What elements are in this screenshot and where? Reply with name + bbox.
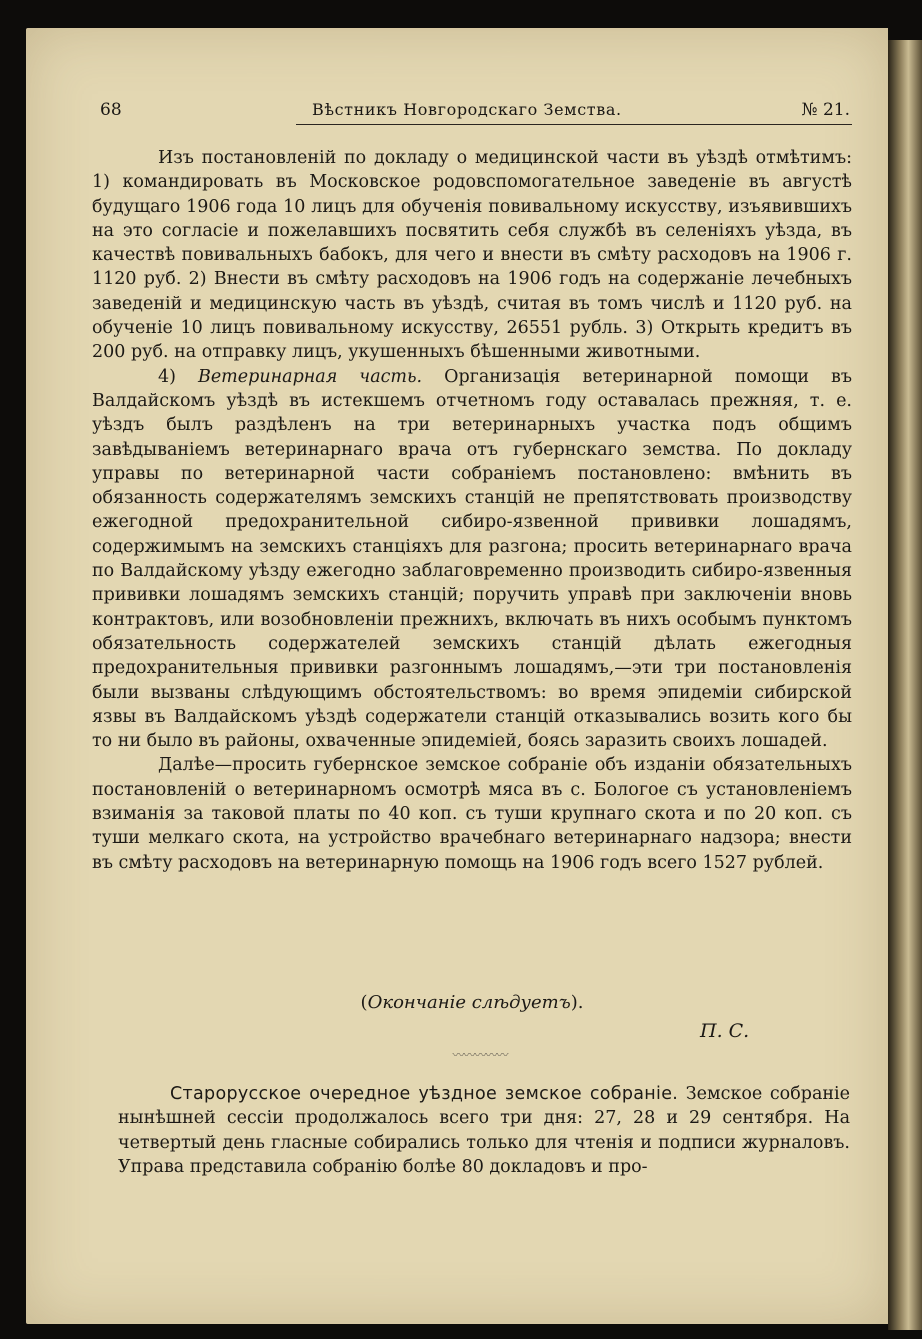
issue-number: № 21.	[801, 100, 850, 120]
section-heading-staraya-russa: Старорусское очередное уѣздное земское собраніе.	[170, 1084, 679, 1104]
paragraph-veterinary	[92, 365, 852, 754]
paragraph-veterinary-text: Организація ветеринарной помощи въ Валдайскомъ уѣздѣ въ истекшемъ отчетномъ году оставалась прежняя, т. е. уѣздъ былъ раздѣленъ на три ветеринарныхъ участка подъ общимъ завѣдываніемъ ветеринарнаго врача отъ губернскаго земства. По докладу управы по ветеринарной части собраніемъ постановлено: вмѣнить въ обязанность содержателямъ земскихъ станцій не препятствовать производству ежегодной предохранительной сибиро-язвенной прививки лошадямъ, содержимымъ на земскихъ станціяхъ для разгона; просить ветеринарнаго врача по Валдайскому уѣзду ежегодно заблаговременно производить сибиро-язвенныя прививки лошадямъ земскихъ станцій; поручить управѣ при заключеніи вновь контрактовъ, или возобновленіи прежнихъ, включать въ нихъ особымъ пунктомъ обязательность содержателей земскихъ станцій дѣлать ежегодныя предохранительныя прививки разгоннымъ лошадямъ,—эти три постановленія были вызваны слѣдующимъ обстоятельствомъ: во время эпидеміи сибирской язвы въ Валдайскомъ уѣздѣ содержатели станцій отказывались возить кого бы то ни было въ районы, охваченные эпидеміей, боясь заразить своихъ лошадей.	[92, 366, 852, 752]
running-header	[100, 98, 852, 126]
staraya-russa-section	[118, 1082, 850, 1179]
page-fold-edge	[888, 40, 922, 1330]
section-heading-veterinary: Ветеринарная часть.	[197, 366, 423, 387]
section-number: 4)	[158, 366, 176, 387]
paragraph-medical: Изъ постановленій по докладу о медицинской части въ уѣздѣ отмѣтимъ: 1) командировать въ Московское родовспомогательное заведеніе въ августѣ будущаго 1906 года 10 лицъ для обученія повивальному искусству, изъявившихъ на это согласіе и пожелавшихъ посвятить себя службѣ въ селеніяхъ уѣзда, въ качествѣ повивальныхъ бабокъ, для чего и внести въ смѣту расходовъ на 1906 г. 1120 руб. 2) Внести въ смѣту расходовъ на 1906 годъ на содержаніе лечебныхъ заведеній и медицинскую часть въ уѣздѣ, считая въ томъ числѣ и 1120 руб. на обученіе 10 лицъ повивальному искусству, 26551 рубль. 3) Открыть кредитъ въ 200 руб. на отправку лицъ, укушенныхъ бѣшенными животными.	[92, 148, 852, 363]
continuation-text: Окончаніе слѣдуетъ	[367, 992, 571, 1013]
paragraph-staraya-russa	[118, 1082, 850, 1179]
article-body	[92, 146, 852, 875]
continuation-note: (Окончаніе слѣдуетъ).	[360, 992, 584, 1013]
page-number: 68	[100, 100, 122, 120]
header-rule	[296, 124, 852, 125]
section-divider-ornament: 〰〰〰〰〰	[452, 1048, 508, 1062]
running-title: Вѣстникъ Новгородскаго Земства.	[312, 100, 622, 119]
paragraph-further: Далѣе—просить губернское земское собраніе объ изданіи обязательныхъ постановленій о ветеринарномъ осмотрѣ мяса въ с. Бологое съ установленіемъ взиманія за таковой платы по 40 коп. съ туши крупнаго скота и по 20 коп. съ туши мелкаго скота, на устройство врачебнаго ветеринарнаго надзора; внести въ смѣту расходовъ на ветеринарную помощь на 1906 годъ всего 1527 рублей.	[92, 755, 852, 873]
author-signature: П. С.	[700, 1020, 750, 1042]
paragraph-staraya-russa-text: Земское собраніе нынѣшней сессіи продолжалось всего три дня: 27, 28 и 29 сентября. На четвертый день гласные собирались только для чтенія и подписи журналовъ. Управа представила собранію болѣе 80 докладовъ и про-	[118, 1084, 850, 1177]
